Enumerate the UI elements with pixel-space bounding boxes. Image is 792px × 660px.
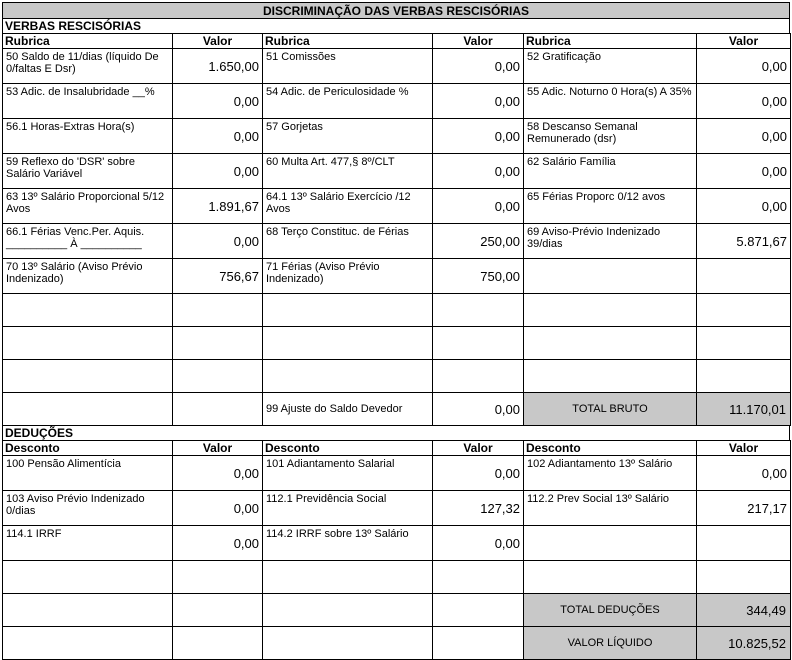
verbas-header-row [3,34,791,49]
item-label [524,259,697,294]
item-value: 0,00 [433,526,524,561]
valor-liquido-label: VALOR LÍQUIDO [524,627,697,660]
deducoes-header-row [3,441,791,456]
item-value: 0,00 [697,49,791,84]
item-label: 63 13º Salário Proporcional 5/12 Avos [3,189,173,224]
item-value: 1.891,67 [173,189,263,224]
col-header-rubrica: Rubrica [263,34,433,49]
item-label: 65 Férias Proporc 0/12 avos [524,189,697,224]
item-label: 58 Descanso Semanal Remunerado (dsr) [524,119,697,154]
col-header-valor: Valor [697,34,791,49]
item-value: 0,00 [433,84,524,119]
item-value: 0,00 [433,154,524,189]
item-value: 750,00 [433,259,524,294]
item-label: 64.1 13º Salário Exercício /12 Avos [263,189,433,224]
item-label: 68 Terço Constituc. de Férias [263,224,433,259]
item-value: 217,17 [697,491,791,526]
form-title: DISCRIMINAÇÃO DAS VERBAS RESCISÓRIAS [2,2,790,19]
verba-row [3,119,791,154]
col-header-desconto: Desconto [263,441,433,456]
col-header-rubrica: Rubrica [3,34,173,49]
item-label: 101 Adiantamento Salarial [263,456,433,491]
item-value [697,259,791,294]
col-header-valor: Valor [697,441,791,456]
total-deducoes-value: 344,49 [697,594,791,627]
item-label: 66.1 Férias Venc.Per. Aquis. __________ À __________ [3,224,173,259]
verba-row [3,189,791,224]
item-value: 250,00 [433,224,524,259]
item-value: 0,00 [173,526,263,561]
item-value: 0,00 [173,154,263,189]
ajuste-saldo-label: 99 Ajuste do Saldo Devedor [263,393,433,426]
item-label: 57 Gorjetas [263,119,433,154]
item-value: 0,00 [697,189,791,224]
col-header-valor: Valor [173,34,263,49]
verba-row [3,49,791,84]
item-label: 112.2 Prev Social 13º Salário [524,491,697,526]
total-bruto-row [3,393,791,426]
total-bruto-value: 11.170,01 [697,393,791,426]
item-label: 100 Pensão Alimentícia [3,456,173,491]
item-value: 756,67 [173,259,263,294]
item-label: 102 Adiantamento 13º Salário [524,456,697,491]
item-value: 0,00 [173,224,263,259]
item-value: 0,00 [433,49,524,84]
col-header-desconto: Desconto [524,441,697,456]
item-label: 53 Adic. de Insalubridade __% [3,84,173,119]
item-value: 0,00 [697,154,791,189]
blank-row [3,360,791,393]
deducao-row [3,456,791,491]
item-label: 114.1 IRRF [3,526,173,561]
deducoes-table [2,440,791,660]
col-header-rubrica: Rubrica [524,34,697,49]
item-label: 60 Multa Art. 477,§ 8º/CLT [263,154,433,189]
item-label: 70 13º Salário (Aviso Prévio Indenizado) [3,259,173,294]
total-bruto-label: TOTAL BRUTO [524,393,697,426]
item-value: 5.871,67 [697,224,791,259]
item-value: 0,00 [697,84,791,119]
item-label: 62 Salário Família [524,154,697,189]
item-label: 103 Aviso Prévio Indenizado 0/dias [3,491,173,526]
deducao-row [3,491,791,526]
item-value: 0,00 [173,456,263,491]
col-header-desconto: Desconto [3,441,173,456]
item-value [697,526,791,561]
blank-row [3,561,791,594]
valor-liquido-row [3,627,791,660]
item-label: 54 Adic. de Periculosidade % [263,84,433,119]
item-label: 56.1 Horas-Extras Hora(s) [3,119,173,154]
verbas-table [2,33,791,426]
item-label: 50 Saldo de 11/dias (líquido De 0/faltas E Dsr) [3,49,173,84]
total-deducoes-label: TOTAL DEDUÇÕES [524,594,697,627]
item-value: 0,00 [173,491,263,526]
item-value: 127,32 [433,491,524,526]
item-label: 51 Comissões [263,49,433,84]
item-value: 0,00 [697,456,791,491]
ajuste-saldo-value: 0,00 [433,393,524,426]
item-value: 0,00 [433,119,524,154]
item-value: 0,00 [433,189,524,224]
blank-row [3,294,791,327]
deducoes-section-label: DEDUÇÕES [2,426,790,440]
valor-liquido-value: 10.825,52 [697,627,791,660]
item-label: 71 Férias (Aviso Prévio Indenizado) [263,259,433,294]
blank-row [3,327,791,360]
col-header-valor: Valor [433,34,524,49]
col-header-valor: Valor [173,441,263,456]
item-value: 0,00 [433,456,524,491]
item-label: 114.2 IRRF sobre 13º Salário [263,526,433,561]
verba-row [3,259,791,294]
item-value: 1.650,00 [173,49,263,84]
col-header-valor: Valor [433,441,524,456]
item-value: 0,00 [697,119,791,154]
verba-row [3,224,791,259]
rescission-form [2,2,790,660]
item-label: 52 Gratificação [524,49,697,84]
total-deducoes-row [3,594,791,627]
verba-row [3,84,791,119]
item-label: 59 Reflexo do 'DSR' sobre Salário Variável [3,154,173,189]
deducao-row [3,526,791,561]
item-value: 0,00 [173,119,263,154]
item-label: 112.1 Previdência Social [263,491,433,526]
item-label: 69 Aviso-Prévio Indenizado 39/dias [524,224,697,259]
item-label: 55 Adic. Noturno 0 Hora(s) A 35% [524,84,697,119]
item-value: 0,00 [173,84,263,119]
item-label [524,526,697,561]
verba-row [3,154,791,189]
verbas-section-label: VERBAS RESCISÓRIAS [2,19,790,33]
